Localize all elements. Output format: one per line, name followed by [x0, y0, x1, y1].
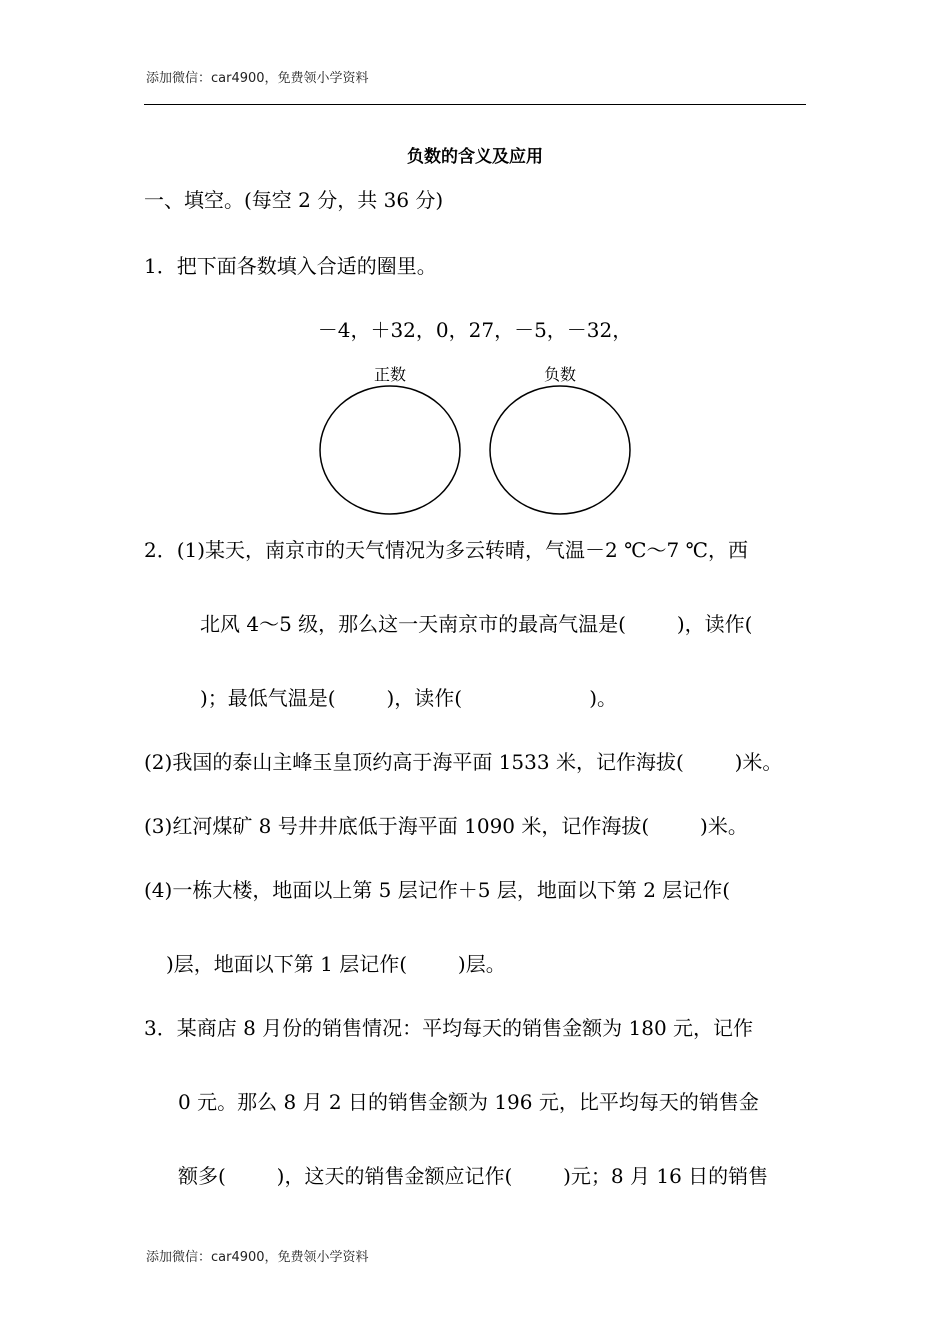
q1-numbers: －4，＋32，0，27，－5，－32，	[317, 318, 633, 342]
q2-part4-line1: (4)一栋大楼，地面以上第 5 层记作＋5 层，地面以下第 2 层记作(	[144, 878, 731, 902]
q2-part4-line2: )层，地面以下第 1 层记作( )层。	[166, 952, 506, 976]
header-note: 添加微信：car4900，免费领小学资料	[146, 71, 369, 86]
positive-circle	[320, 386, 460, 514]
q3-line-3: 额多( )，这天的销售金额应记作( )元；8 月 16 日的销售	[178, 1164, 769, 1188]
section-heading: 一、填空。(每空 2 分，共 36 分)	[144, 188, 444, 212]
header-divider	[144, 104, 806, 105]
circle-label-negative: 负数	[544, 365, 577, 384]
q3-line-1: 3．某商店 8 月份的销售情况：平均每天的销售金额为 180 元，记作	[144, 1016, 754, 1040]
q1-prompt: 1．把下面各数填入合适的圈里。	[144, 254, 437, 278]
circles-diagram	[310, 382, 640, 518]
q3-line-2: 0 元。那么 8 月 2 日的销售金额为 196 元，比平均每天的销售金	[178, 1090, 759, 1114]
negative-circle	[490, 386, 630, 514]
circle-label-positive: 正数	[374, 365, 407, 384]
q2-line-2: 北风 4～5 级，那么这一天南京市的最高气温是( )，读作(	[200, 612, 753, 636]
q2-line-1: 2．(1)某天，南京市的天气情况为多云转晴，气温－2 ℃～7 ℃，西	[144, 538, 748, 562]
q2-part2: (2)我国的泰山主峰玉皇顶约高于海平面 1533 米，记作海拔( )米。	[144, 750, 783, 774]
q2-line-3: )；最低气温是( )，读作( )。	[200, 686, 618, 710]
footer-note: 添加微信：car4900，免费领小学资料	[146, 1250, 369, 1265]
page-title: 负数的含义及应用	[407, 147, 543, 167]
q2-part3: (3)红河煤矿 8 号井井底低于海平面 1090 米，记作海拔( )米。	[144, 814, 748, 838]
